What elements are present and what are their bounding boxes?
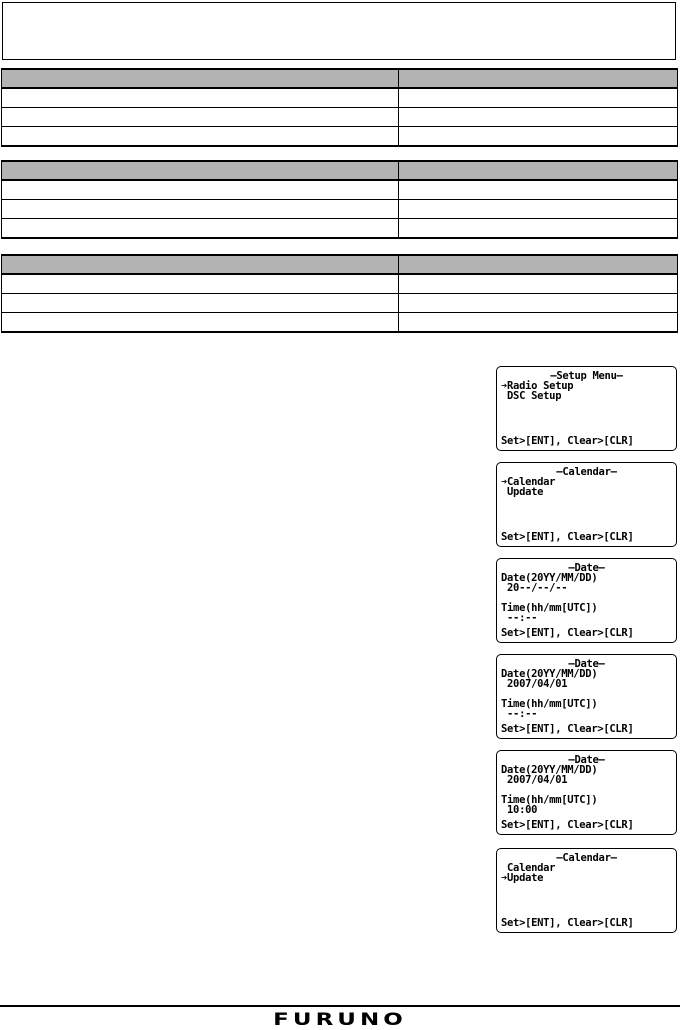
table-2 bbox=[1, 160, 678, 239]
screen-footer: Set>[ENT], Clear>[CLR] bbox=[501, 531, 634, 543]
screen-footer: Set>[ENT], Clear>[CLR] bbox=[501, 723, 634, 735]
screen-title: —Date— bbox=[568, 562, 605, 574]
screen-footer: Set>[ENT], Clear>[CLR] bbox=[501, 819, 634, 831]
date-value: 2007/04/01 bbox=[501, 774, 568, 786]
time-value: --:-- bbox=[501, 708, 538, 720]
menu-item: Calendar bbox=[501, 862, 556, 874]
lcd-screen-date-entered bbox=[496, 654, 677, 739]
table-row bbox=[2, 88, 678, 108]
lcd-screen-calendar-update bbox=[496, 848, 677, 933]
screen-title: —Setup Menu— bbox=[550, 370, 623, 382]
time-label: Time(hh/mm[UTC]) bbox=[501, 602, 598, 614]
lcd-screen-setup-menu bbox=[496, 366, 677, 451]
table-row bbox=[2, 294, 678, 313]
table-row bbox=[2, 127, 678, 147]
screen-title: —Calendar— bbox=[556, 466, 617, 478]
screen-footer: Set>[ENT], Clear>[CLR] bbox=[501, 435, 634, 447]
date-label: Date(20YY/MM/DD) bbox=[501, 668, 598, 680]
menu-item: ➔Update bbox=[501, 872, 544, 884]
screen-title: —Date— bbox=[568, 754, 605, 766]
time-label: Time(hh/mm[UTC]) bbox=[501, 794, 598, 806]
table-row bbox=[2, 313, 678, 333]
date-value: 20--/--/-- bbox=[501, 582, 568, 594]
table-1 bbox=[1, 68, 678, 147]
menu-item: DSC Setup bbox=[501, 390, 562, 402]
table-row bbox=[2, 180, 678, 200]
table-3 bbox=[1, 254, 678, 333]
time-value: 10:00 bbox=[501, 804, 538, 816]
date-label: Date(20YY/MM/DD) bbox=[501, 572, 598, 584]
table-row bbox=[2, 219, 678, 239]
time-label: Time(hh/mm[UTC]) bbox=[501, 698, 598, 710]
screen-footer: Set>[ENT], Clear>[CLR] bbox=[501, 627, 634, 639]
date-value: 2007/04/01 bbox=[501, 678, 568, 690]
table-row bbox=[2, 108, 678, 127]
table-header bbox=[2, 161, 678, 180]
table-header bbox=[2, 255, 678, 274]
menu-item: ➔Calendar bbox=[501, 476, 556, 488]
menu-item: Update bbox=[501, 486, 544, 498]
table-row bbox=[2, 200, 678, 219]
screen-title: —Calendar— bbox=[556, 852, 617, 864]
furuno-logo: FURUNO bbox=[273, 1010, 407, 1030]
table-row bbox=[2, 274, 678, 294]
footer-rule bbox=[0, 1005, 680, 1007]
lcd-screen-date-blank bbox=[496, 558, 677, 643]
lcd-screen-date-time-entered bbox=[496, 750, 677, 835]
date-label: Date(20YY/MM/DD) bbox=[501, 764, 598, 776]
screen-footer: Set>[ENT], Clear>[CLR] bbox=[501, 917, 634, 929]
lcd-screen-calendar bbox=[496, 462, 677, 547]
table-header bbox=[2, 69, 678, 88]
time-value: --:-- bbox=[501, 612, 538, 624]
header-box bbox=[2, 2, 676, 60]
screen-title: —Date— bbox=[568, 658, 605, 670]
menu-item: ➔Radio Setup bbox=[501, 380, 574, 392]
